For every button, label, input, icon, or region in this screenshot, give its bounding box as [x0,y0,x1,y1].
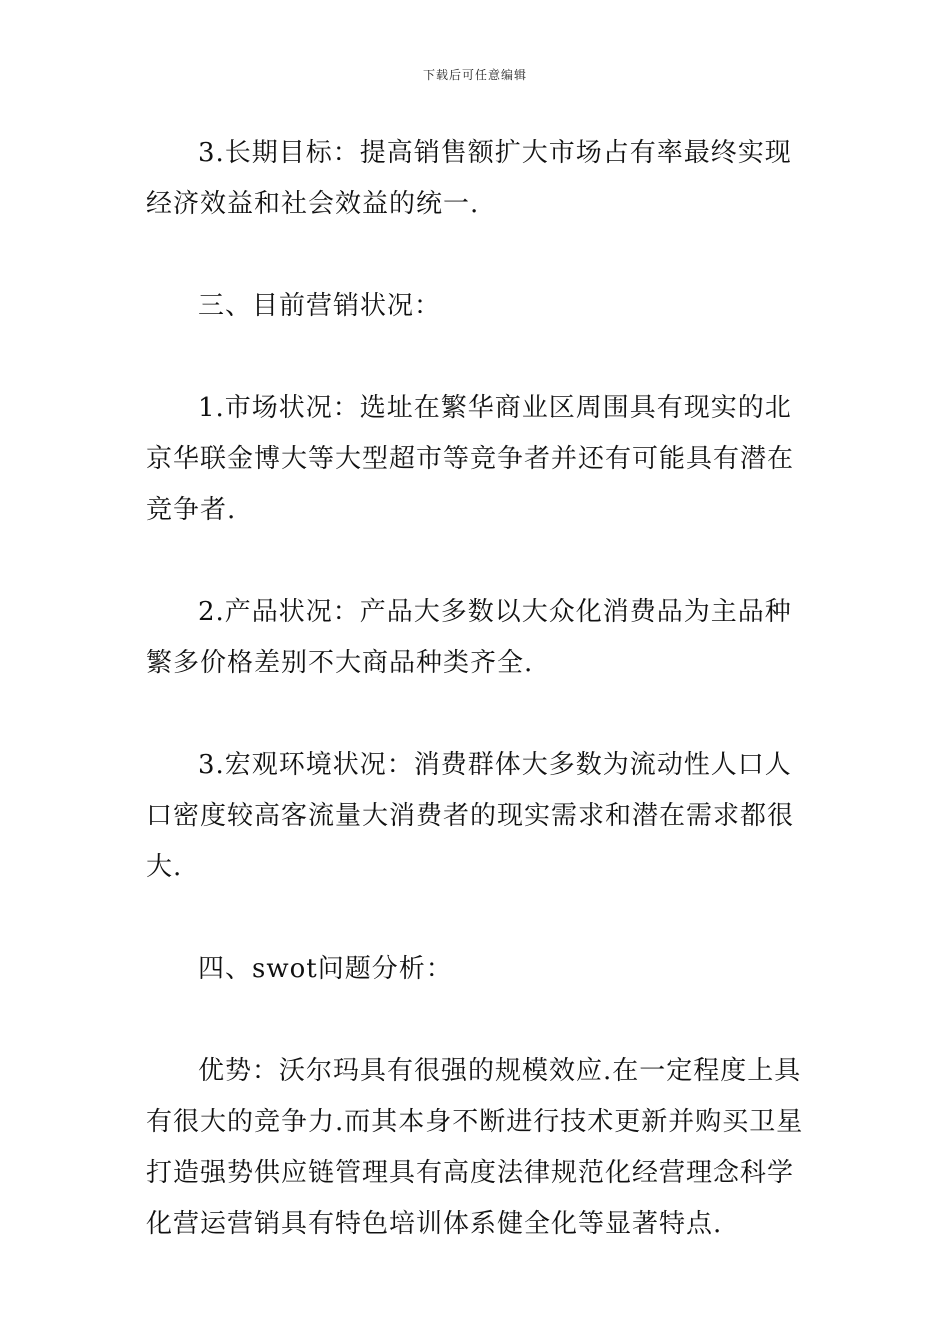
page-header: 下载后可任意编辑 [422,68,527,82]
paragraph-long-term-goal: 3.长期目标：提高销售额扩大市场占有率最终实现经济效益和社会效益的统一. [146,138,792,219]
paragraph-gap [146,230,810,281]
paragraph-gap [146,536,810,587]
paragraph-gap [146,332,810,383]
paragraph-market-status: 1.市场状况：选址在繁华商业区周围具有现实的北京华联金博大等大型超市等竞争者并还有可能具有潜在竞争者. [146,393,795,525]
paragraph-gap [146,995,810,1046]
section-heading-swot: 四、swot问题分析： [198,954,453,984]
paragraph-product-status: 2.产品状况：产品大多数以大众化消费品为主品种繁多价格差别不大商品种类齐全. [146,597,792,678]
paragraph-gap [146,689,810,740]
section-heading-marketing-status: 三、目前营销状况： [198,291,442,321]
paragraph-macro-environment: 3.宏观环境状况：消费群体大多数为流动性人口人口密度较高客流量大消费者的现实需求和潜在需求都很大. [146,750,795,882]
document-body [146,128,810,1250]
paragraph-strengths: 优势：沃尔玛具有很强的规模效应.在一定程度上具有很大的竞争力.而其本身不断进行技术更新并购买卫星打造强势供应链管理具有高度法律规范化经营理念科学化营运营销具有特色培训体系健全化等显著特点. [146,1056,804,1239]
paragraph-gap [146,893,810,944]
